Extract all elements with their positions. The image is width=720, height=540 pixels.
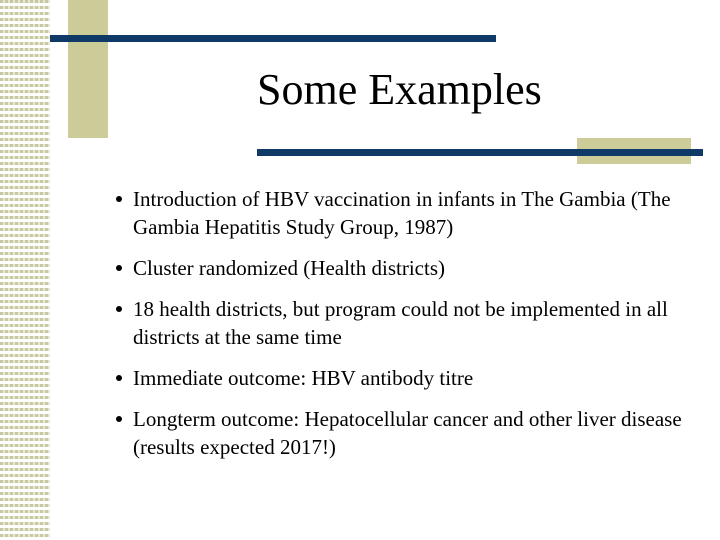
bullet-list xyxy=(113,185,693,474)
bullet-icon xyxy=(116,265,122,271)
bullet-item xyxy=(113,254,693,282)
decorative-stripe-border xyxy=(0,0,50,540)
bullet-item xyxy=(113,295,693,351)
bullet-text: Longterm outcome: Hepatocellular cancer and other liver disease (results expected 2017!) xyxy=(133,407,682,459)
bullet-icon xyxy=(116,306,122,312)
bullet-icon xyxy=(116,375,122,381)
bullet-item xyxy=(113,185,693,241)
bullet-text: Introduction of HBV vaccination in infants in The Gambia (The Gambia Hepatitis Study Group, 1987) xyxy=(133,187,671,239)
bullet-item xyxy=(113,405,693,461)
bullet-text: 18 health districts, but program could not be implemented in all districts at the same time xyxy=(133,297,668,349)
bullet-icon xyxy=(116,196,122,202)
slide-title: Some Examples xyxy=(257,65,542,114)
bullet-icon xyxy=(116,416,122,422)
decorative-block-top xyxy=(68,0,108,138)
bullet-text: Cluster randomized (Health districts) xyxy=(133,256,445,280)
title-rule-bottom xyxy=(257,149,703,156)
bullet-text: Immediate outcome: HBV antibody titre xyxy=(133,366,474,390)
bullet-item xyxy=(113,364,693,392)
title-rule-top xyxy=(50,35,496,42)
